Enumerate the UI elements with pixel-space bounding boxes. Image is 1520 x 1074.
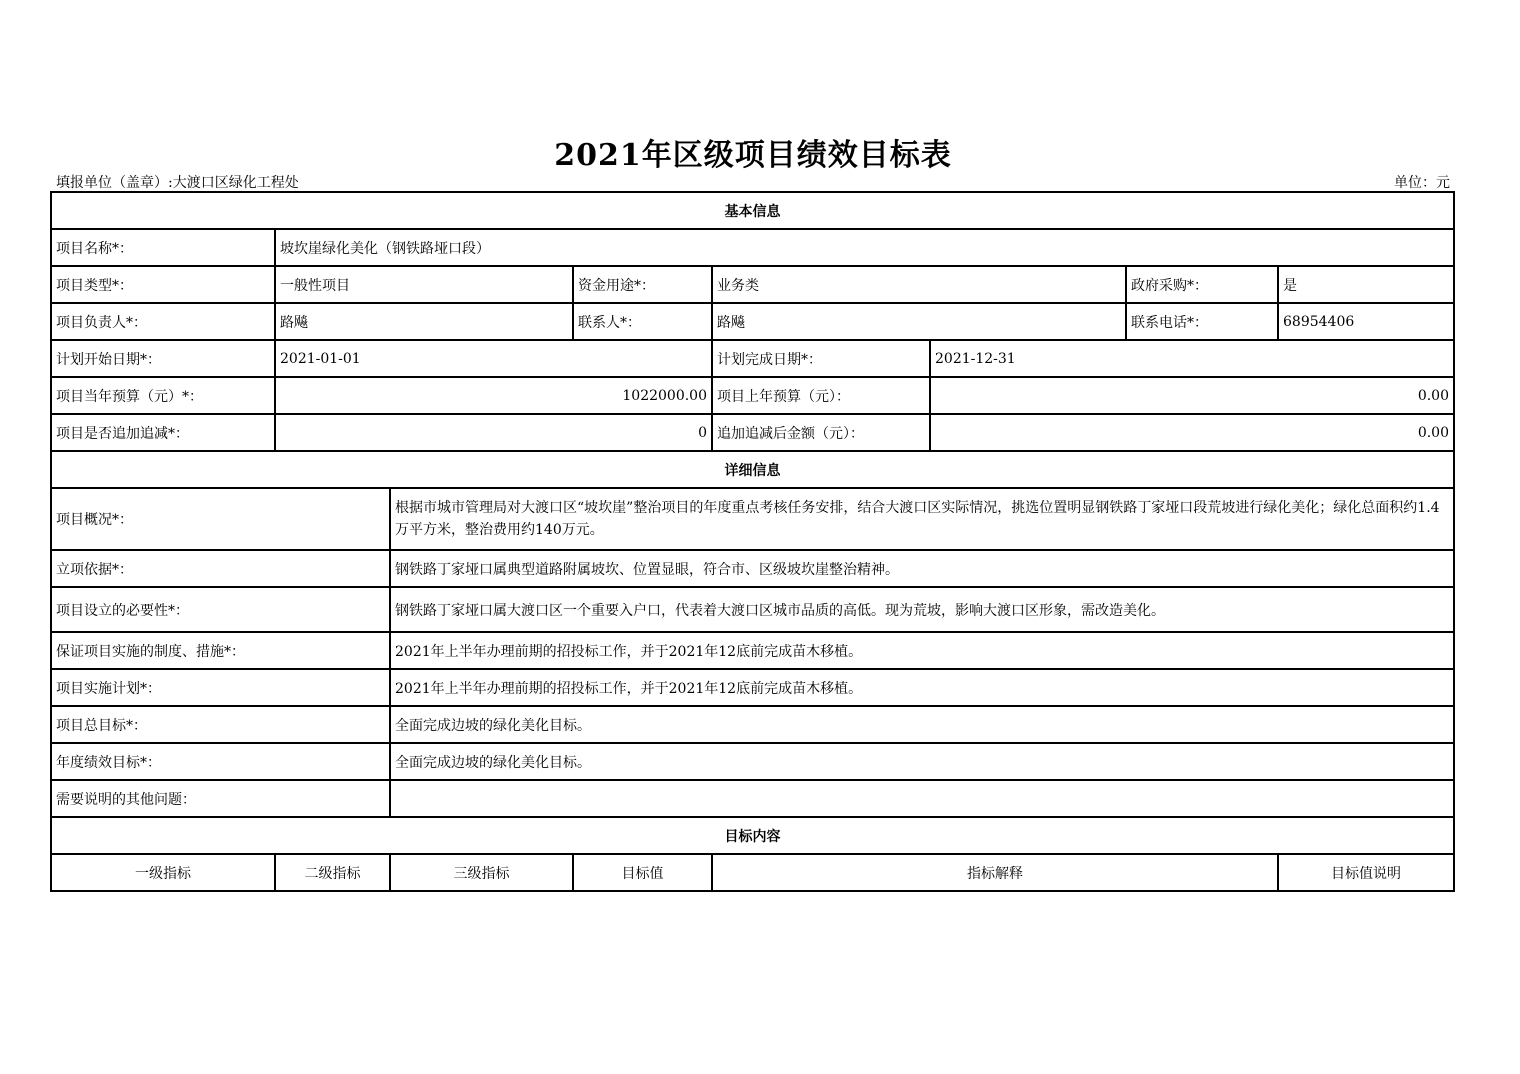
fund-use-label: 资金用途*： xyxy=(573,266,712,303)
phone-value: 68954406 xyxy=(1278,303,1454,340)
contact-label: 联系人*： xyxy=(573,303,712,340)
col-header-target-value: 目标值 xyxy=(573,854,712,891)
table-row xyxy=(51,550,1454,587)
fund-use-value: 业务类 xyxy=(712,266,1126,303)
budget-value: 1022000.00 xyxy=(275,377,712,414)
other-label: 需要说明的其他问题： xyxy=(51,780,390,817)
basic-info-header-row xyxy=(51,192,1454,229)
project-name-label: 项目名称*： xyxy=(51,229,275,266)
table-row xyxy=(51,743,1454,780)
table-row xyxy=(51,266,1454,303)
col-header-explanation: 指标解释 xyxy=(712,854,1278,891)
budget-label: 项目当年预算（元）*： xyxy=(51,377,275,414)
basis-value: 钢铁路丁家垭口属典型道路附属坡坎、位置显眼，符合市、区级坡坎崖整治精神。 xyxy=(390,550,1454,587)
annual-goal-label: 年度绩效目标*： xyxy=(51,743,390,780)
table-row xyxy=(51,669,1454,706)
necessity-label: 项目设立的必要性*： xyxy=(51,587,390,632)
page-title: 2021年区级项目绩效目标表 xyxy=(554,138,952,173)
end-date-label: 计划完成日期*： xyxy=(712,340,930,377)
performance-target-table xyxy=(50,191,1455,892)
table-row xyxy=(51,632,1454,669)
basis-label: 立项依据*： xyxy=(51,550,390,587)
reporting-unit: 填报单位（盖章）:大渡口区绿化工程处 xyxy=(56,175,299,191)
adjusted-amount-label: 追加追减后金额（元）： xyxy=(712,414,930,451)
col-header-level1: 一级指标 xyxy=(51,854,275,891)
adjust-label: 项目是否追加追减*： xyxy=(51,414,275,451)
table-row xyxy=(51,587,1454,632)
table-row xyxy=(51,780,1454,817)
necessity-value: 钢铁路丁家垭口属大渡口区一个重要入户口，代表着大渡口区城市品质的高低。现为荒坡，影响大渡口区形象，需改造美化。 xyxy=(390,587,1454,632)
table-row xyxy=(51,706,1454,743)
last-budget-value: 0.00 xyxy=(930,377,1454,414)
table-row xyxy=(51,340,1454,377)
plan-value: 2021年上半年办理前期的招投标工作，并于2021年12底前完成苗木移植。 xyxy=(390,669,1454,706)
col-header-value-notes: 目标值说明 xyxy=(1278,854,1454,891)
table-row xyxy=(51,488,1454,550)
overview-value: 根据市城市管理局对大渡口区“坡坎崖”整治项目的年度重点考核任务安排，结合大渡口区实际情况，挑选位置明显钢铁路丁家垭口段荒坡进行绿化美化；绿化总面积约1.4万平方米，整治费用约140万元。 xyxy=(390,488,1454,550)
overview-label: 项目概况*： xyxy=(51,488,390,550)
targets-header-row xyxy=(51,817,1454,854)
col-header-level2: 二级指标 xyxy=(275,854,390,891)
project-type-label: 项目类型*： xyxy=(51,266,275,303)
phone-label: 联系电话*： xyxy=(1126,303,1278,340)
end-date-value: 2021-12-31 xyxy=(930,340,1454,377)
contact-value: 路飚 xyxy=(712,303,1126,340)
col-header-level3: 三级指标 xyxy=(390,854,573,891)
manager-label: 项目负责人*： xyxy=(51,303,275,340)
adjust-value: 0 xyxy=(275,414,712,451)
currency-unit: 单位：元 xyxy=(1394,175,1450,191)
procurement-label: 政府采购*： xyxy=(1126,266,1278,303)
table-row xyxy=(51,229,1454,266)
annual-goal-value: 全面完成边坡的绿化美化目标。 xyxy=(390,743,1454,780)
project-name-value: 坡坎崖绿化美化（钢铁路垭口段） xyxy=(275,229,1454,266)
table-row xyxy=(51,377,1454,414)
last-budget-label: 项目上年预算（元）： xyxy=(712,377,930,414)
total-goal-label: 项目总目标*： xyxy=(51,706,390,743)
section-header-detail: 详细信息 xyxy=(51,451,1454,488)
section-header-basic: 基本信息 xyxy=(51,192,1454,229)
table-row xyxy=(51,414,1454,451)
start-date-value: 2021-01-01 xyxy=(275,340,712,377)
section-header-targets: 目标内容 xyxy=(51,817,1454,854)
targets-column-header-row xyxy=(51,854,1454,891)
manager-value: 路飚 xyxy=(275,303,573,340)
adjusted-amount-value: 0.00 xyxy=(930,414,1454,451)
procurement-value: 是 xyxy=(1278,266,1454,303)
table-row xyxy=(51,303,1454,340)
start-date-label: 计划开始日期*： xyxy=(51,340,275,377)
project-type-value: 一般性项目 xyxy=(275,266,573,303)
total-goal-value: 全面完成边坡的绿化美化目标。 xyxy=(390,706,1454,743)
measures-value: 2021年上半年办理前期的招投标工作，并于2021年12底前完成苗木移植。 xyxy=(390,632,1454,669)
plan-label: 项目实施计划*： xyxy=(51,669,390,706)
measures-label: 保证项目实施的制度、措施*： xyxy=(51,632,390,669)
detail-info-header-row xyxy=(51,451,1454,488)
other-value xyxy=(390,780,1454,817)
